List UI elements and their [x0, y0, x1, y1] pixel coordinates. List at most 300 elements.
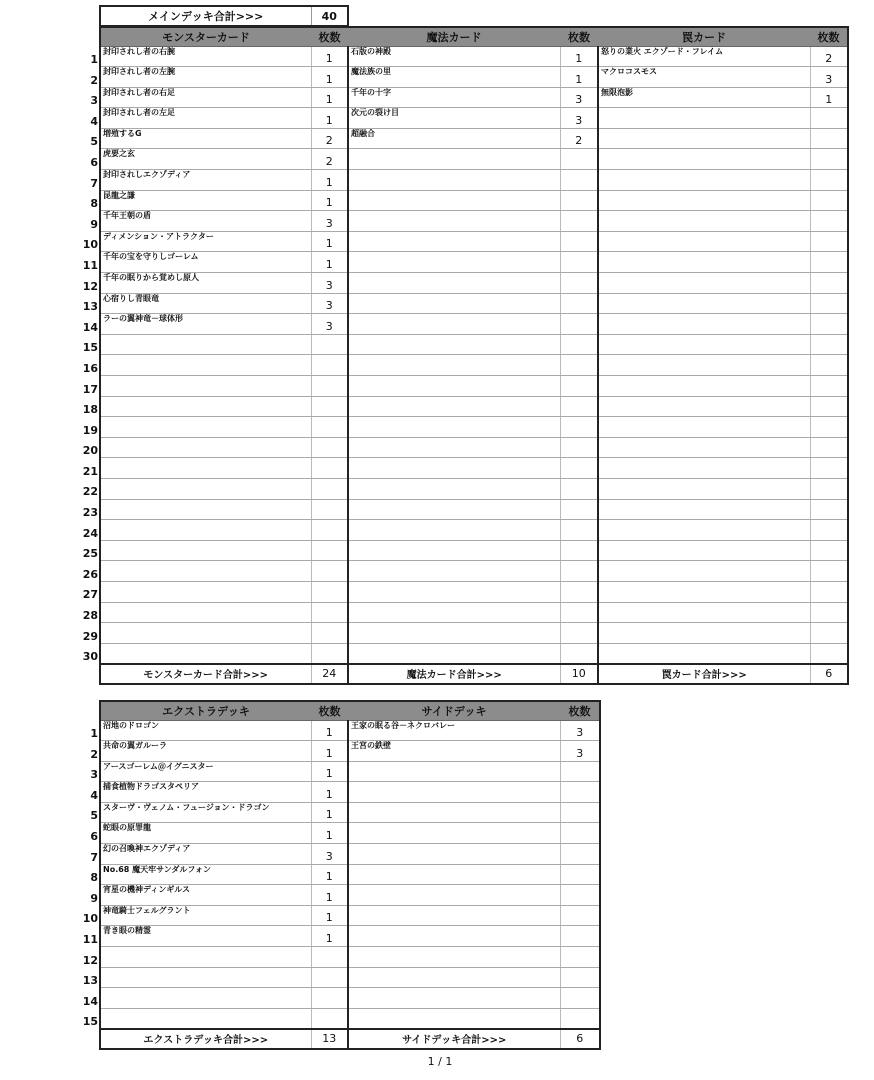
trap-card-count: [810, 314, 848, 335]
spell-card-name: 魔法族の里: [348, 67, 560, 88]
trap-total-value: 6: [810, 664, 848, 684]
trap-header: 罠カード: [598, 27, 810, 46]
table-row: [100, 581, 848, 602]
row-number: 4: [90, 114, 98, 128]
monster-card-name: ディメンション・アトラクター: [100, 231, 311, 252]
table-row: [100, 252, 848, 273]
spell-total-label: 魔法カード合計>>>: [348, 664, 560, 684]
monster-card-name: [100, 643, 311, 664]
spell-card-count: [560, 437, 598, 458]
table-row: [100, 623, 848, 644]
spell-card-name: [348, 293, 560, 314]
spell-card-name: [348, 540, 560, 561]
table-row: [100, 170, 848, 191]
spell-card-name: [348, 499, 560, 520]
row-number: 30: [82, 650, 98, 664]
table-row: [100, 128, 848, 149]
trap-card-count: [810, 478, 848, 499]
row-number: 6: [90, 829, 98, 843]
trap-card-count: [810, 273, 848, 294]
extra-card-name: 捕食植物ドラゴスタペリア: [100, 782, 311, 803]
extra-card-count: 1: [311, 741, 348, 762]
spell-card-name: 次元の裂け目: [348, 108, 560, 129]
trap-card-count: [810, 376, 848, 397]
table-row: [100, 540, 848, 561]
table-row: [100, 905, 600, 926]
monster-card-name: [100, 458, 311, 479]
monster-card-name: [100, 334, 311, 355]
side-card-count: [560, 926, 600, 947]
spell-card-name: [348, 211, 560, 232]
row-number: 23: [82, 506, 98, 520]
monster-card-count: 1: [311, 252, 348, 273]
spell-card-count: [560, 231, 598, 252]
row-number: 21: [82, 464, 98, 478]
side-card-name: [348, 885, 560, 906]
extra-card-name: 幻の召喚神エクゾディア: [100, 844, 311, 865]
trap-card-name: [598, 478, 810, 499]
extra-card-name: 神竜騎士フェルグラント: [100, 905, 311, 926]
spell-card-name: [348, 602, 560, 623]
spell-card-count: [560, 458, 598, 479]
trap-card-name: 怒りの業火 エクゾード・フレイム: [598, 46, 810, 67]
monster-card-count: [311, 376, 348, 397]
monster-card-name: [100, 520, 311, 541]
monster-card-count: [311, 602, 348, 623]
side-card-count: [560, 947, 600, 968]
row-number: 7: [90, 850, 98, 864]
extra-card-count: 1: [311, 926, 348, 947]
side-card-name: [348, 802, 560, 823]
row-number: 15: [82, 1015, 98, 1029]
trap-card-name: [598, 540, 810, 561]
monster-card-name: [100, 499, 311, 520]
monster-card-count: [311, 561, 348, 582]
table-row: [100, 947, 600, 968]
spell-card-count: [560, 190, 598, 211]
extra-card-name: No.68 魔天牢サンダルフォン: [100, 864, 311, 885]
row-number: 5: [90, 135, 98, 149]
spell-card-name: 石版の神殿: [348, 46, 560, 67]
monster-card-name: 千年王朝の盾: [100, 211, 311, 232]
spell-card-name: 超融合: [348, 128, 560, 149]
table-row: [100, 1008, 600, 1029]
row-number: 11: [82, 932, 98, 946]
trap-card-count: [810, 561, 848, 582]
row-number: 10: [82, 238, 98, 252]
spell-card-count: [560, 623, 598, 644]
extra-card-name: 蛇眼の原罪龍: [100, 823, 311, 844]
monster-card-count: 1: [311, 46, 348, 67]
monster-card-count: [311, 478, 348, 499]
spell-card-name: [348, 334, 560, 355]
table-row: [100, 334, 848, 355]
monster-card-name: [100, 478, 311, 499]
main-deck-total: [99, 5, 349, 27]
side-card-count: [560, 1008, 600, 1029]
monster-card-count: 3: [311, 273, 348, 294]
monster-card-count: 3: [311, 314, 348, 335]
extra-card-name: [100, 1008, 311, 1029]
spell-card-name: [348, 643, 560, 664]
table-row: [100, 844, 600, 865]
extra-card-count: 1: [311, 864, 348, 885]
monster-card-count: 2: [311, 128, 348, 149]
table-row: [100, 802, 600, 823]
spell-card-name: [348, 437, 560, 458]
extra-side-table: [99, 700, 601, 1050]
monster-total-label: モンスターカード合計>>>: [100, 664, 311, 684]
spell-card-count: [560, 376, 598, 397]
side-card-count: 3: [560, 720, 600, 741]
spell-card-count: [560, 478, 598, 499]
table-row: [100, 499, 848, 520]
extra-card-name: [100, 947, 311, 968]
monster-card-name: [100, 355, 311, 376]
row-number: 24: [82, 526, 98, 540]
spell-card-count: [560, 252, 598, 273]
spell-card-count: [560, 520, 598, 541]
monster-card-name: [100, 437, 311, 458]
monster-card-count: 1: [311, 190, 348, 211]
row-number: 6: [90, 155, 98, 169]
spell-card-name: [348, 623, 560, 644]
extra-card-count: [311, 1008, 348, 1029]
trap-card-name: [598, 314, 810, 335]
monster-card-count: [311, 520, 348, 541]
monster-card-count: 3: [311, 211, 348, 232]
side-header: サイドデッキ: [348, 701, 560, 720]
spell-card-name: [348, 581, 560, 602]
extra-card-name: 共命の翼ガルーラ: [100, 741, 311, 762]
extra-card-count: 1: [311, 720, 348, 741]
trap-card-name: [598, 334, 810, 355]
row-number: 12: [82, 279, 98, 293]
trap-card-count: [810, 458, 848, 479]
table-row: [100, 273, 848, 294]
spell-card-name: [348, 417, 560, 438]
row-number: 5: [90, 809, 98, 823]
side-card-name: [348, 823, 560, 844]
spell-card-count: [560, 396, 598, 417]
side-card-count: [560, 823, 600, 844]
row-number: 25: [82, 547, 98, 561]
spell-card-name: [348, 396, 560, 417]
extra-card-count: [311, 947, 348, 968]
table-row: [100, 293, 848, 314]
trap-card-name: [598, 643, 810, 664]
spell-card-count: 2: [560, 128, 598, 149]
monster-card-count: [311, 437, 348, 458]
monster-card-name: 封印されし者の左腕: [100, 67, 311, 88]
trap-card-name: [598, 499, 810, 520]
trap-card-count: [810, 540, 848, 561]
extra-row-numbers: [80, 720, 98, 1029]
trap-card-name: [598, 376, 810, 397]
monster-card-count: 1: [311, 231, 348, 252]
side-card-name: 王家の眠る谷－ネクロバレー: [348, 720, 560, 741]
table-row: [100, 149, 848, 170]
trap-card-name: [598, 437, 810, 458]
monster-card-name: [100, 376, 311, 397]
row-number: 9: [90, 217, 98, 231]
spell-card-name: [348, 273, 560, 294]
trap-total-label: 罠カード合計>>>: [598, 664, 810, 684]
spell-card-count: [560, 602, 598, 623]
spell-card-count: [560, 417, 598, 438]
trap-card-name: [598, 581, 810, 602]
side-card-name: [348, 905, 560, 926]
monster-card-name: ラーの翼神竜－球体形: [100, 314, 311, 335]
trap-card-name: マクロコスモス: [598, 67, 810, 88]
trap-card-name: [598, 561, 810, 582]
table-row: [100, 520, 848, 541]
trap-card-count: [810, 581, 848, 602]
extra-card-name: アースゴーレム＠イグニスター: [100, 761, 311, 782]
monster-total-value: 24: [311, 664, 348, 684]
monster-card-name: 心宿りし青眼竜: [100, 293, 311, 314]
side-card-name: 王宮の鉄壁: [348, 741, 560, 762]
trap-card-count: [810, 211, 848, 232]
table-row: [100, 561, 848, 582]
monster-card-name: 千年の眠りから覚めし原人: [100, 273, 311, 294]
trap-card-name: [598, 190, 810, 211]
monster-header: モンスターカード: [100, 27, 311, 46]
monster-card-name: [100, 561, 311, 582]
table-row: [100, 782, 600, 803]
spell-card-name: [348, 520, 560, 541]
monster-card-count: [311, 540, 348, 561]
monster-card-count: [311, 355, 348, 376]
side-card-count: [560, 802, 600, 823]
row-number: 14: [82, 994, 98, 1008]
table-row: [100, 602, 848, 623]
row-number: 19: [82, 423, 98, 437]
side-total-value: 6: [560, 1029, 600, 1049]
extra-total-label: エクストラデッキ合計>>>: [100, 1029, 311, 1049]
side-card-count: [560, 844, 600, 865]
row-number: 15: [82, 341, 98, 355]
side-card-name: [348, 947, 560, 968]
row-number: 22: [82, 485, 98, 499]
trap-card-name: [598, 252, 810, 273]
monster-card-count: [311, 417, 348, 438]
monster-card-count: 1: [311, 87, 348, 108]
row-number: 10: [82, 912, 98, 926]
table-row: [100, 741, 600, 762]
trap-card-name: [598, 170, 810, 191]
trap-card-count: [810, 499, 848, 520]
table-row: [100, 190, 848, 211]
spell-card-count: [560, 170, 598, 191]
row-number: 20: [82, 444, 98, 458]
trap-card-count: 3: [810, 67, 848, 88]
trap-card-count: [810, 108, 848, 129]
trap-card-name: [598, 355, 810, 376]
spell-card-count: [560, 499, 598, 520]
table-row: [100, 926, 600, 947]
spell-total-value: 10: [560, 664, 598, 684]
extra-card-name: [100, 988, 311, 1009]
row-number: 2: [90, 747, 98, 761]
monster-card-count: 1: [311, 170, 348, 191]
monster-card-count: [311, 499, 348, 520]
row-number: 16: [82, 361, 98, 375]
trap-card-name: [598, 417, 810, 438]
trap-count-header: 枚数: [810, 27, 848, 46]
row-number: 28: [82, 609, 98, 623]
table-row: [100, 988, 600, 1009]
spell-card-name: [348, 458, 560, 479]
monster-card-name: [100, 623, 311, 644]
monster-card-count: [311, 623, 348, 644]
trap-card-name: [598, 231, 810, 252]
spell-card-count: [560, 314, 598, 335]
spell-card-name: [348, 314, 560, 335]
extra-card-count: [311, 988, 348, 1009]
extra-count-header: 枚数: [311, 701, 348, 720]
trap-card-name: [598, 273, 810, 294]
spell-header: 魔法カード: [348, 27, 560, 46]
row-number: 29: [82, 629, 98, 643]
spell-card-count: [560, 293, 598, 314]
row-number: 18: [82, 403, 98, 417]
table-row: [100, 87, 848, 108]
monster-card-name: [100, 417, 311, 438]
extra-card-count: 1: [311, 905, 348, 926]
row-number: 9: [90, 891, 98, 905]
main-row-numbers: [80, 46, 98, 664]
monster-card-name: 封印されしエクゾディア: [100, 170, 311, 191]
table-row: [100, 643, 848, 664]
table-row: [100, 720, 600, 741]
table-row: [100, 108, 848, 129]
row-number: 11: [82, 258, 98, 272]
spell-card-count: [560, 355, 598, 376]
spell-card-name: [348, 190, 560, 211]
side-card-count: [560, 905, 600, 926]
side-card-name: [348, 967, 560, 988]
trap-card-count: [810, 170, 848, 191]
spell-card-count: [560, 643, 598, 664]
table-row: [100, 437, 848, 458]
spell-card-count: [560, 561, 598, 582]
spell-card-name: [348, 170, 560, 191]
side-card-name: [348, 988, 560, 1009]
row-number: 12: [82, 953, 98, 967]
side-card-name: [348, 1008, 560, 1029]
trap-card-count: [810, 643, 848, 664]
row-number: 7: [90, 176, 98, 190]
trap-card-count: [810, 128, 848, 149]
trap-card-name: [598, 149, 810, 170]
spell-card-count: 3: [560, 87, 598, 108]
monster-card-name: 封印されし者の左足: [100, 108, 311, 129]
row-number: 1: [90, 727, 98, 740]
monster-card-count: [311, 643, 348, 664]
trap-card-name: [598, 108, 810, 129]
row-number: 8: [90, 197, 98, 211]
spell-card-name: [348, 376, 560, 397]
spell-card-name: [348, 355, 560, 376]
side-card-count: [560, 988, 600, 1009]
monster-count-header: 枚数: [311, 27, 348, 46]
extra-total-value: 13: [311, 1029, 348, 1049]
row-number: 14: [82, 320, 98, 334]
trap-card-count: [810, 396, 848, 417]
trap-card-count: [810, 602, 848, 623]
side-card-name: [348, 844, 560, 865]
spell-card-count: 1: [560, 67, 598, 88]
spell-card-count: [560, 273, 598, 294]
table-row: [100, 67, 848, 88]
row-number: 17: [82, 382, 98, 396]
side-card-count: [560, 761, 600, 782]
monster-card-count: [311, 334, 348, 355]
row-number: 8: [90, 871, 98, 885]
monster-card-count: 1: [311, 67, 348, 88]
monster-card-name: [100, 396, 311, 417]
extra-card-count: 3: [311, 844, 348, 865]
spell-card-name: [348, 561, 560, 582]
monster-card-count: 3: [311, 293, 348, 314]
trap-card-count: [810, 437, 848, 458]
monster-card-name: 封印されし者の右腕: [100, 46, 311, 67]
main-deck-total-label: メインデッキ合計>>>: [100, 6, 311, 26]
monster-card-name: 封印されし者の右足: [100, 87, 311, 108]
monster-card-count: [311, 581, 348, 602]
trap-card-name: [598, 602, 810, 623]
trap-card-count: [810, 417, 848, 438]
extra-card-name: 宵星の機神ディンギルス: [100, 885, 311, 906]
row-number: 26: [82, 567, 98, 581]
spell-card-name: 千年の十字: [348, 87, 560, 108]
extra-header: エクストラデッキ: [100, 701, 311, 720]
table-row: [100, 314, 848, 335]
row-number: 2: [90, 73, 98, 87]
table-row: [100, 864, 600, 885]
extra-card-count: [311, 967, 348, 988]
extra-card-count: 1: [311, 761, 348, 782]
side-card-name: [348, 926, 560, 947]
side-card-name: [348, 782, 560, 803]
trap-card-name: 無限泡影: [598, 87, 810, 108]
monster-card-name: [100, 540, 311, 561]
main-deck-table: [99, 26, 849, 685]
table-row: [100, 885, 600, 906]
monster-card-name: 増殖するG: [100, 128, 311, 149]
spell-card-count: 1: [560, 46, 598, 67]
table-row: [100, 458, 848, 479]
table-row: [100, 417, 848, 438]
spell-card-count: [560, 149, 598, 170]
side-card-count: [560, 864, 600, 885]
table-row: [100, 396, 848, 417]
spell-card-count: [560, 581, 598, 602]
side-card-count: [560, 967, 600, 988]
extra-card-count: 1: [311, 802, 348, 823]
spell-card-name: [348, 252, 560, 273]
trap-card-count: 2: [810, 46, 848, 67]
monster-card-count: 2: [311, 149, 348, 170]
trap-card-count: [810, 623, 848, 644]
side-card-name: [348, 864, 560, 885]
extra-card-name: [100, 967, 311, 988]
side-card-count: [560, 885, 600, 906]
extra-card-count: 1: [311, 823, 348, 844]
extra-card-count: 1: [311, 782, 348, 803]
extra-card-name: 青き眼の精霊: [100, 926, 311, 947]
